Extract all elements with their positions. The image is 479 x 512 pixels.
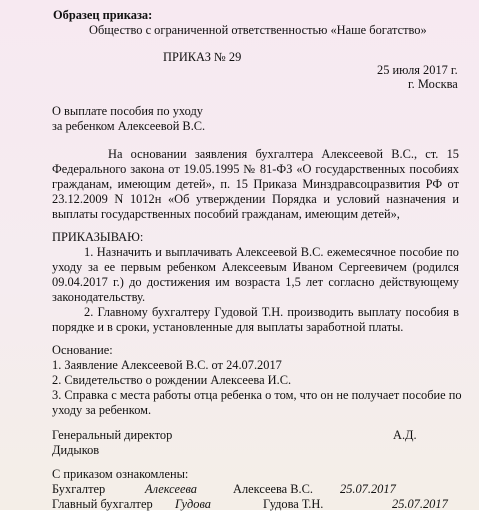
order-item2-line-1: 2. Главному бухгалтеру Гудовой Т.Н. производить выплату пособия в: [84, 305, 459, 319]
company-name: Общество с ограниченной ответственностью «Наше богатство»: [89, 23, 427, 37]
basis-line-3: гражданам, имеющим детей», п. 15 Приказа Минздравсоцразвития РФ от: [52, 177, 459, 191]
grounds-heading: Основание:: [52, 343, 113, 357]
basis-line-2: Федерального закона от 19.05.1995 № 81-ФЗ «О государственных пособиях: [52, 162, 459, 176]
basis-line-4: 23.12.2009 N 1012н «Об утверждении Порядка и условий назначения и: [52, 192, 459, 206]
ack-row-2-position: Главный бухгалтер: [52, 497, 153, 511]
director-title: Генеральный директор: [52, 428, 173, 442]
subject-line-2: за ребенком Алексеевой В.С.: [52, 119, 206, 133]
grounds-item-2: 2. Свидетельство о рождении Алексеева И.С.: [52, 373, 292, 387]
basis-line-5: выплаты государственных пособий гражданам, имеющим детей»,: [52, 207, 400, 221]
ack-row-2-name: Гудова Т.Н.: [263, 497, 324, 511]
subject-line-1: О выплате пособия по уходу: [52, 104, 203, 118]
acknowledged-heading: С приказом ознакомлены:: [52, 467, 189, 481]
order-item1-line-3: 09.04.2017 г.) до достижения им возраста 1,5 лет согласно действующему: [52, 275, 459, 289]
ack-row-2-date: 25.07.2017: [392, 497, 448, 511]
director-name: Дидыков: [52, 443, 100, 457]
director-initials: А.Д.: [393, 428, 417, 442]
grounds-item-3: 3. Справка с места работы отца ребенка о том, что он не получает пособие по: [52, 388, 462, 402]
order-title: ПРИКАЗ № 29: [163, 50, 242, 64]
ack-row-2-signature: Гудова: [175, 497, 211, 511]
grounds-item-1: 1. Заявление Алексеевой В.С. от 24.07.2017: [52, 358, 282, 372]
basis-line-1: На основании заявления бухгалтера Алексеевой В.С., ст. 15: [108, 147, 459, 161]
order-date: 25 июля 2017 г.: [377, 63, 458, 77]
grounds-item-3-cont: уходу за ребенком.: [52, 403, 152, 417]
order-heading: ПРИКАЗЫВАЮ:: [52, 230, 144, 244]
order-item2-line-2: порядке и в сроки, установленные для выплаты заработной платы.: [52, 320, 404, 334]
ack-row-1-position: Бухгалтер: [52, 482, 106, 496]
ack-row-1-date: 25.07.2017: [340, 482, 396, 496]
sample-label: Образец приказа:: [53, 8, 153, 22]
order-item1-line-2: уходу за ее первым ребенком Алексеевым Иваном Сергеевичем (родился: [52, 260, 459, 274]
ack-row-1-signature: Алексеева: [145, 482, 197, 496]
order-item1-line-4: законодательству.: [52, 290, 146, 304]
order-item1-line-1: 1. Назначить и выплачивать Алексеевой В.С. ежемесячное пособие по: [84, 245, 459, 259]
order-city: г. Москва: [408, 77, 458, 91]
ack-row-1-name: Алексеева В.С.: [233, 482, 314, 496]
